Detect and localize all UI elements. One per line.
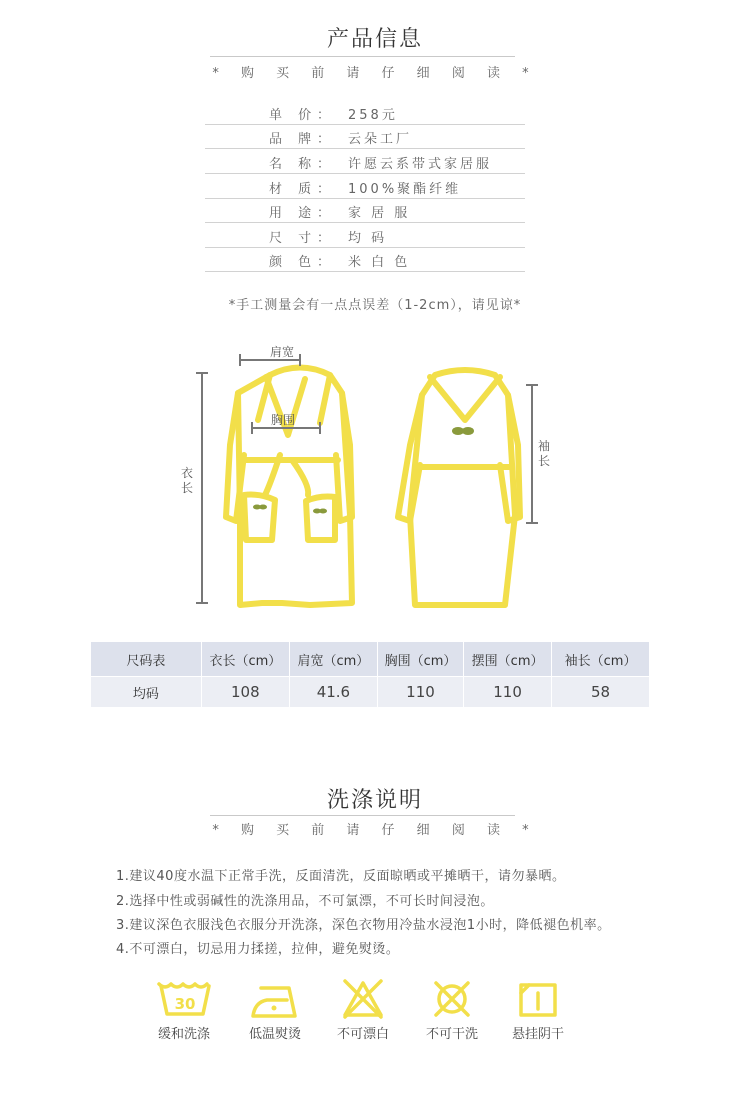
front-pocket-leaves bbox=[253, 505, 327, 514]
table-cell: 108 bbox=[201, 677, 289, 708]
info-value: 100%聚酯纤维 bbox=[348, 182, 462, 197]
info-colon: ： bbox=[317, 231, 331, 246]
info-row-color bbox=[205, 247, 525, 272]
title-divider bbox=[210, 815, 515, 816]
info-key: 品 牌 bbox=[269, 132, 318, 147]
header-cell: 尺码表 bbox=[91, 642, 202, 677]
wash-item: 3.建议深色衣服浅色衣服分开洗涤，深色衣物用冷盐水浸泡1小时，降低褪色机率。 bbox=[116, 918, 611, 933]
sleeve-length-label: 袖长 bbox=[538, 439, 551, 468]
info-row-price bbox=[205, 100, 525, 125]
info-value: 米 白 色 bbox=[348, 255, 411, 270]
care-label-no-dry-clean: 不可干洗 bbox=[425, 1027, 478, 1042]
info-colon: ： bbox=[317, 206, 331, 221]
info-value: 许愿云系带式家居服 bbox=[348, 157, 493, 172]
wash-item: 2.选择中性或弱碱性的洗涤用品，不可氯漂，不可长时间浸泡。 bbox=[116, 894, 494, 909]
info-value: 云朵工厂 bbox=[348, 132, 413, 147]
wash-temp-badge: 30 bbox=[174, 995, 196, 1013]
hang-dry-shade-icon bbox=[516, 979, 560, 1021]
size-table-header bbox=[91, 642, 650, 677]
robe-back-outline bbox=[398, 370, 520, 605]
info-row-material bbox=[205, 174, 525, 199]
care-label-low-iron: 低温熨烫 bbox=[248, 1027, 301, 1042]
info-colon: ： bbox=[317, 132, 331, 147]
wash-instructions-subtitle: * 购 买 前 请 仔 细 阅 读 * bbox=[212, 823, 538, 838]
header-cell: 肩宽（cm） bbox=[289, 642, 377, 677]
info-value: 258元 bbox=[348, 108, 398, 123]
iron-low-icon bbox=[247, 980, 303, 1020]
info-key: 用 途 bbox=[269, 206, 318, 221]
shoulder-width-label: 肩宽 bbox=[270, 345, 295, 359]
header-cell: 衣长（cm） bbox=[201, 642, 289, 677]
info-key: 颜 色 bbox=[269, 255, 318, 270]
info-colon: ： bbox=[317, 255, 331, 270]
robe-front-outline bbox=[226, 368, 352, 606]
table-cell: 41.6 bbox=[289, 677, 377, 708]
chest-label: 胸围 bbox=[271, 413, 296, 427]
product-info-title: 产品信息 bbox=[326, 27, 423, 52]
length-label: 衣长 bbox=[181, 466, 194, 495]
info-colon: ： bbox=[317, 157, 331, 172]
info-row-name bbox=[205, 149, 525, 174]
table-cell: 58 bbox=[552, 677, 650, 708]
size-table bbox=[90, 641, 650, 708]
product-info-subtitle: * 购 买 前 请 仔 细 阅 读 * bbox=[212, 66, 538, 81]
info-key: 名 称 bbox=[269, 157, 318, 172]
info-key: 尺 寸 bbox=[269, 231, 318, 246]
care-label-gentle-wash: 缓和洗涤 bbox=[157, 1027, 210, 1042]
wash-item: 1.建议40度水温下正常手洗，反面清洗，反面晾晒或平摊晒干，请勿暴晒。 bbox=[116, 869, 566, 884]
wash-instructions-title: 洗涤说明 bbox=[326, 788, 423, 813]
care-label-no-bleach: 不可漂白 bbox=[336, 1027, 389, 1042]
info-row-size bbox=[205, 223, 525, 248]
info-key: 单 价 bbox=[269, 108, 318, 123]
table-cell: 110 bbox=[377, 677, 463, 708]
table-cell: 均码 bbox=[91, 677, 202, 708]
info-value: 均 码 bbox=[348, 231, 388, 246]
table-row bbox=[91, 677, 650, 708]
measurement-note: *手工测量会有一点点误差（1-2cm），请见谅* bbox=[228, 298, 522, 313]
header-cell: 袖长（cm） bbox=[552, 642, 650, 677]
care-label-hang-dry: 悬挂阴干 bbox=[511, 1027, 564, 1042]
no-dry-clean-icon bbox=[430, 977, 474, 1021]
back-hood-leaves bbox=[452, 427, 474, 435]
info-colon: ： bbox=[317, 108, 331, 123]
info-value: 家 居 服 bbox=[348, 206, 411, 221]
info-row-usage bbox=[205, 198, 525, 223]
no-bleach-icon bbox=[341, 977, 385, 1021]
header-cell: 摆围（cm） bbox=[464, 642, 552, 677]
robe-measurement-diagram bbox=[170, 335, 570, 620]
info-row-brand bbox=[205, 124, 525, 149]
header-cell: 胸围（cm） bbox=[377, 642, 463, 677]
wash-30-icon bbox=[155, 978, 215, 1020]
info-colon: ： bbox=[317, 182, 331, 197]
table-cell: 110 bbox=[464, 677, 552, 708]
title-divider bbox=[210, 56, 515, 57]
wash-item: 4.不可漂白，切忌用力揉搓，拉伸，避免熨烫。 bbox=[116, 942, 400, 957]
info-key: 材 质 bbox=[269, 182, 318, 197]
